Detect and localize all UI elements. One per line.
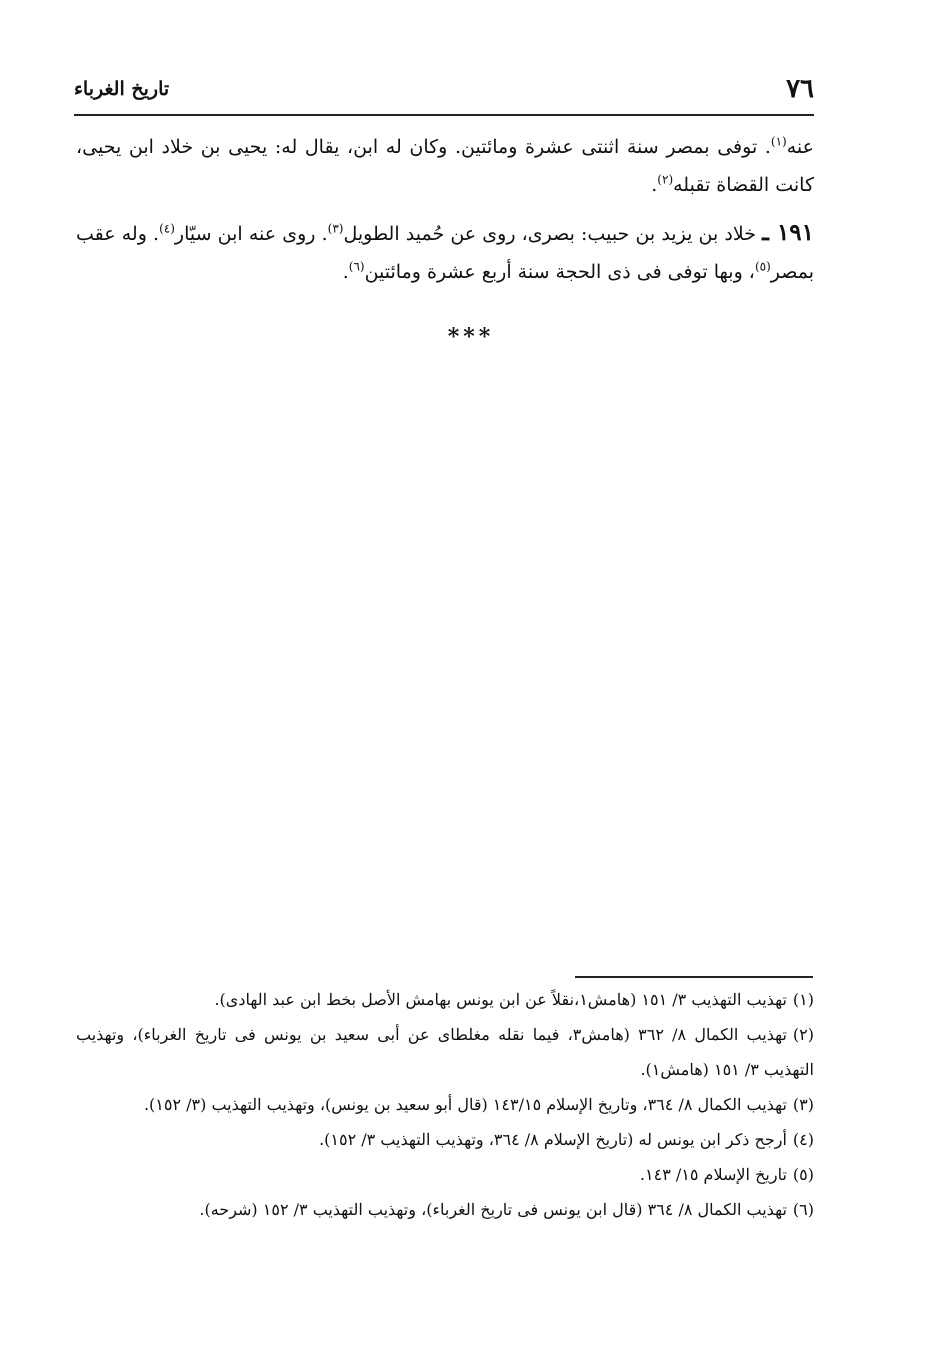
footnote-item	[76, 1017, 814, 1087]
text-segment: عنه	[786, 136, 814, 158]
footnote-item	[76, 1122, 814, 1157]
paragraph-continuation	[76, 128, 814, 204]
footnote-ref[interactable]: (٥)	[754, 259, 771, 274]
footnote-item	[76, 982, 814, 1017]
footnote-text: تهذيب الكمال ٨/ ٣٦٤، وتاريخ الإسلام ١٤٣/١٥ (قال أبو سعيد بن يونس)، وتهذيب التهذيب (٣/ ١٥٢).	[143, 1095, 787, 1114]
running-header	[74, 74, 814, 112]
text-segment: خلاد بن يزيد بن حبيب: بصرى، روى عن حُميد الطويل	[343, 223, 763, 245]
text-segment: . وله عقب بمصر	[76, 223, 814, 283]
footnote-item	[76, 1087, 814, 1122]
text-segment: . توفى بمصر سنة اثنتى عشرة ومائتين. وكان له ابن، يقال له: يحيى بن خلاد ابن يحيى، كانت القضاة تقبله	[76, 136, 814, 196]
text-segment: ، وبها توفى فى ذى الحجة سنة أربع عشرة ومائتين	[364, 261, 755, 283]
text-segment: .	[342, 261, 349, 283]
footnote-item	[76, 1157, 814, 1192]
running-title: تاريخ الغرباء	[74, 78, 170, 100]
footnote-item	[76, 1192, 814, 1227]
text-segment: . روى عنه ابن سيّار	[174, 223, 328, 245]
footnote-rule	[575, 976, 813, 978]
text-segment: .	[651, 174, 658, 196]
footnote-number: (٥)	[792, 1165, 814, 1184]
footnote-text: تاريخ الإسلام ١٥/ ١٤٣.	[639, 1165, 787, 1184]
entry-number: ١٩١ ـ	[762, 219, 815, 246]
footnote-text: تهذيب الكمال ٨/ ٣٦٢ (هامش٣، فيما نقله مغلطاى عن أبى سعيد بن يونس فى تاريخ الغرباء)، وتهذيب التهذيب ٣/ ١٥١ (هامش١).	[76, 1025, 814, 1079]
header-rule	[74, 114, 814, 116]
footnote-ref[interactable]: (٦)	[348, 259, 365, 274]
footnote-number: (٣)	[792, 1095, 814, 1114]
main-text	[76, 128, 814, 291]
footnote-text: أرجح ذكر ابن يونس له (تاريخ الإسلام ٨/ ٣٦٤، وتهذيب التهذيب ٣/ ١٥٢).	[319, 1130, 787, 1149]
entry-191	[76, 214, 814, 291]
footnotes	[76, 982, 814, 1227]
footnote-number: (٤)	[792, 1130, 814, 1149]
footnote-number: (٦)	[792, 1200, 814, 1219]
section-separator: ***	[447, 324, 495, 350]
footnote-number: (١)	[792, 990, 814, 1009]
footnote-ref[interactable]: (١)	[770, 134, 787, 149]
footnote-ref[interactable]: (٤)	[159, 221, 175, 236]
footnote-ref[interactable]: (٢)	[657, 172, 674, 187]
page-number: ٧٦	[786, 74, 814, 104]
footnote-number: (٢)	[792, 1025, 815, 1044]
footnote-text: تهذيب الكمال ٨/ ٣٦٤ (قال ابن يونس فى تاريخ الغرباء)، وتهذيب التهذيب ٣/ ١٥٢ (شرحه).	[199, 1200, 787, 1219]
footnote-text: تهذيب التهذيب ٣/ ١٥١ (هامش١،نقلاً عن ابن يونس بهامش الأصل بخط ابن عبد الهادى).	[214, 990, 787, 1009]
footnote-ref[interactable]: (٣)	[327, 221, 344, 236]
